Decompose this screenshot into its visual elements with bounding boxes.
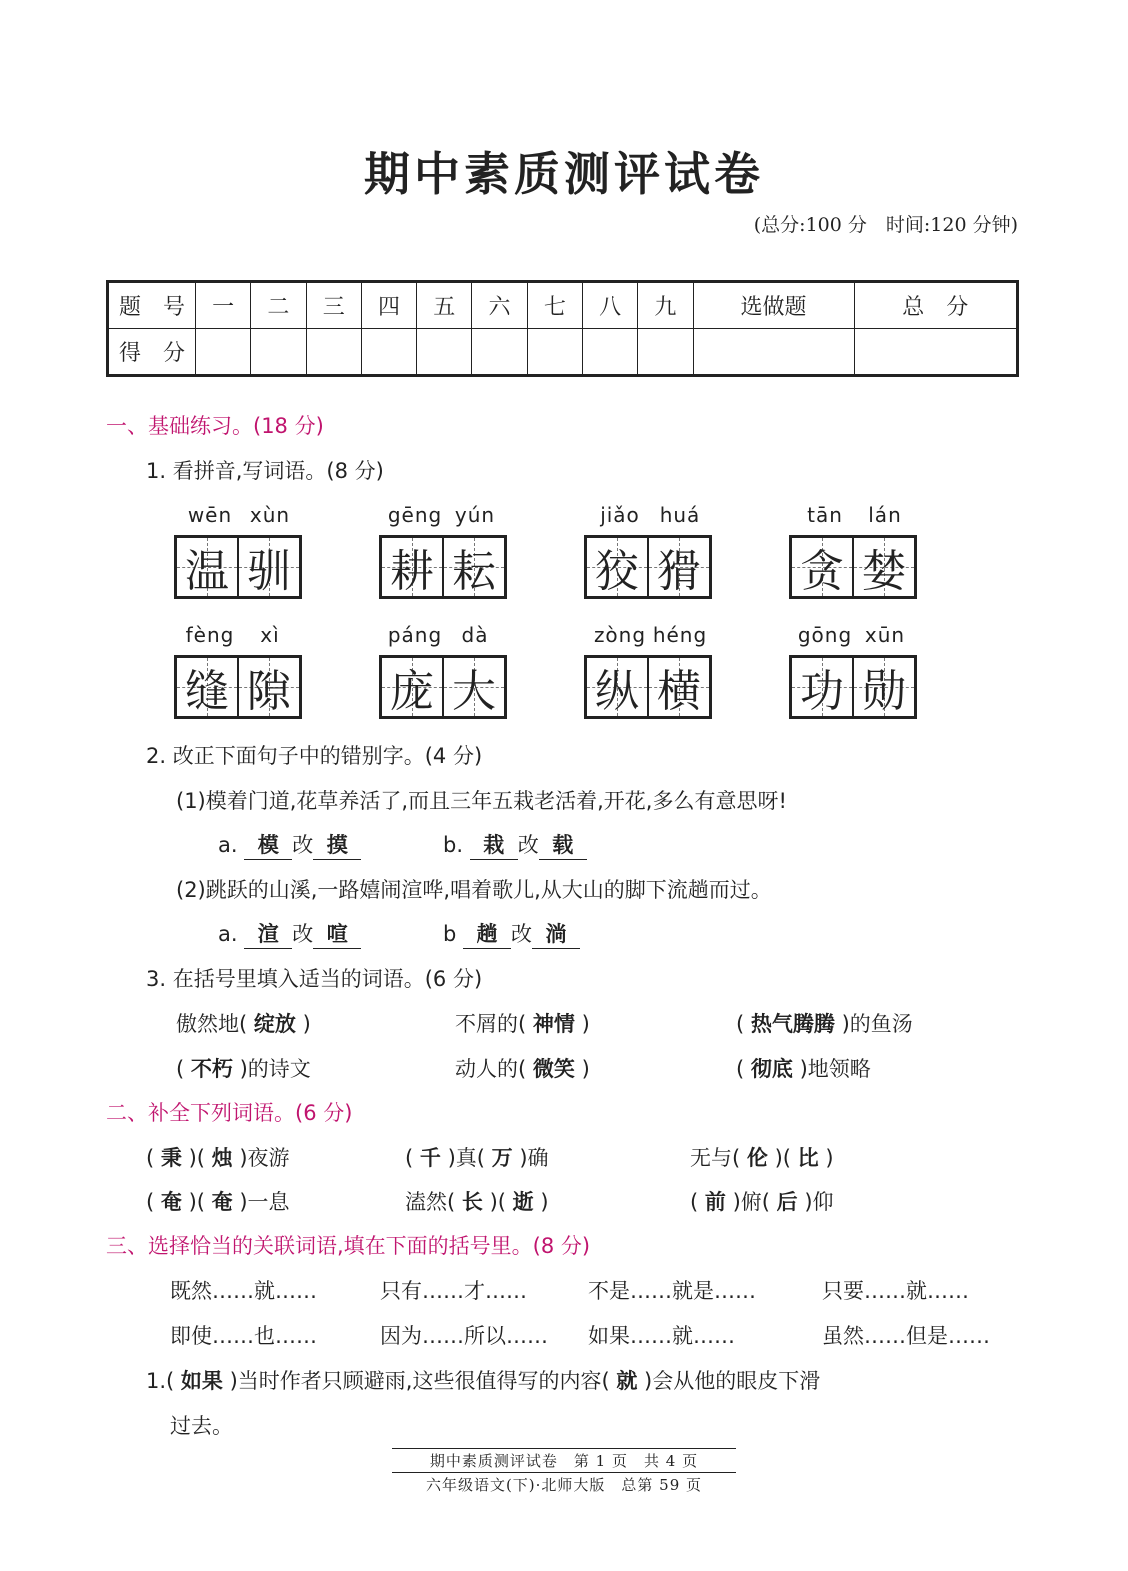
conjunction-option: 只有……才…… [380, 1279, 527, 1303]
fill-blank-item: ( 彻底 )地领略 [736, 1057, 871, 1081]
idiom-item: ( 前 )俯( 后 )仰 [690, 1190, 834, 1214]
conjunction-option: 如果……就…… [588, 1324, 735, 1348]
correction-2b: b 趟 改 淌 [443, 918, 580, 949]
score-header-cell: 题 号 [108, 282, 196, 329]
correction-2a: a. 渲 改 喧 [218, 918, 361, 949]
score-cell [361, 329, 416, 376]
score-cell [527, 329, 582, 376]
score-cell [693, 329, 854, 376]
character-grid: 贪 婪 [789, 535, 917, 599]
section-heading-1: 一、基础练习。(18 分) [106, 414, 324, 438]
score-cell [582, 329, 637, 376]
pinyin-label: gēng yún [387, 503, 496, 527]
correction-1a: a. 模 改 摸 [218, 829, 361, 860]
score-table-score-row [108, 329, 1018, 376]
conjunction-option: 只要……就…… [822, 1279, 969, 1303]
character-grid: 功 勋 [789, 655, 917, 719]
section-heading-2: 二、补全下列词语。(6 分) [106, 1101, 353, 1125]
score-table [106, 280, 1019, 377]
question-1-1-label: 1. 看拼音,写词语。(8 分) [146, 459, 384, 483]
question-1-2-label: 2. 改正下面句子中的错别字。(4 分) [146, 744, 483, 768]
fill-blank-item: ( 不朽 )的诗文 [176, 1057, 311, 1081]
pinyin-label: páng dà [387, 623, 489, 647]
score-cell [251, 329, 306, 376]
score-table-header-row [108, 282, 1018, 329]
sentence-2: (2)跳跃的山溪,一路嬉闹渲哗,唱着歌儿,从大山的脚下流趟而过。 [176, 878, 772, 902]
footer-divider [392, 1448, 736, 1449]
score-header-cell: 四 [361, 282, 416, 329]
conjunction-option: 即使……也…… [170, 1324, 317, 1348]
character-grid: 狡 猾 [584, 535, 712, 599]
pinyin-label: gōng xūn [797, 623, 906, 647]
score-header-cell: 七 [527, 282, 582, 329]
page-title: 期中素质测评试卷 [364, 147, 764, 201]
pinyin-label: tān lán [807, 503, 902, 527]
score-header-cell: 六 [472, 282, 527, 329]
footer-line-2: 六年级语文(下)·北师大版 总第 59 页 [425, 1476, 703, 1494]
character-grid: 庞 大 [379, 655, 507, 719]
idiom-item: ( 奄 )( 奄 )一息 [146, 1190, 290, 1214]
sentence-1: (1)模着门道,花草养活了,而且三年五栽老活着,开花,多么有意思呀! [176, 789, 787, 813]
score-cell [472, 329, 527, 376]
footer-divider [392, 1472, 736, 1473]
section-heading-3: 三、选择恰当的关联词语,填在下面的括号里。(8 分) [106, 1234, 591, 1258]
idiom-item: 无与( 伦 )( 比 ) [690, 1146, 834, 1170]
score-cell [306, 329, 361, 376]
score-header-cell: 八 [582, 282, 637, 329]
character-grid: 缝 隙 [174, 655, 302, 719]
score-header-cell: 选做题 [693, 282, 854, 329]
fill-blank-item: ( 热气腾腾 )的鱼汤 [736, 1012, 913, 1036]
idiom-item: 溘然( 长 )( 逝 ) [405, 1190, 549, 1214]
question-3-1: 1.( 如果 )当时作者只顾避雨,这些很值得写的内容( 就 )会从他的眼皮下滑 [146, 1369, 821, 1393]
score-row-label: 得 分 [108, 329, 196, 376]
score-cell [638, 329, 693, 376]
pinyin-label: zòng héng [593, 623, 708, 647]
pinyin-label: jiǎo huá [600, 503, 701, 527]
conjunction-option: 虽然……但是…… [822, 1324, 990, 1348]
score-header-cell: 三 [306, 282, 361, 329]
score-header-cell: 五 [417, 282, 472, 329]
score-header-cell: 九 [638, 282, 693, 329]
conjunction-option: 不是……就是…… [588, 1279, 756, 1303]
character-grid: 温 驯 [174, 535, 302, 599]
pinyin-label: fèng xì [185, 623, 280, 647]
score-header-cell: 一 [196, 282, 251, 329]
pinyin-label: wēn xùn [187, 503, 291, 527]
score-cell [196, 329, 251, 376]
score-cell [417, 329, 472, 376]
idiom-item: ( 秉 )( 烛 )夜游 [146, 1146, 290, 1170]
idiom-item: ( 千 )真( 万 )确 [405, 1146, 549, 1170]
score-cell [854, 329, 1017, 376]
question-3-1-continued: 过去。 [170, 1414, 233, 1438]
footer-line-1: 期中素质测评试卷 第 1 页 共 4 页 [429, 1452, 699, 1470]
character-grid: 纵 横 [584, 655, 712, 719]
correction-1b: b. 栽 改 载 [443, 829, 587, 860]
conjunction-option: 既然……就…… [170, 1279, 317, 1303]
character-grid: 耕 耘 [379, 535, 507, 599]
conjunction-option: 因为……所以…… [380, 1324, 548, 1348]
score-header-cell: 总 分 [854, 282, 1017, 329]
question-1-3-label: 3. 在括号里填入适当的词语。(6 分) [146, 967, 483, 991]
score-header-cell: 二 [251, 282, 306, 329]
exam-info: (总分:100 分 时间:120 分钟) [753, 214, 1018, 236]
fill-blank-item: 傲然地( 绽放 ) [176, 1012, 311, 1036]
fill-blank-item: 不屑的( 神情 ) [455, 1012, 590, 1036]
fill-blank-item: 动人的( 微笑 ) [455, 1057, 590, 1081]
